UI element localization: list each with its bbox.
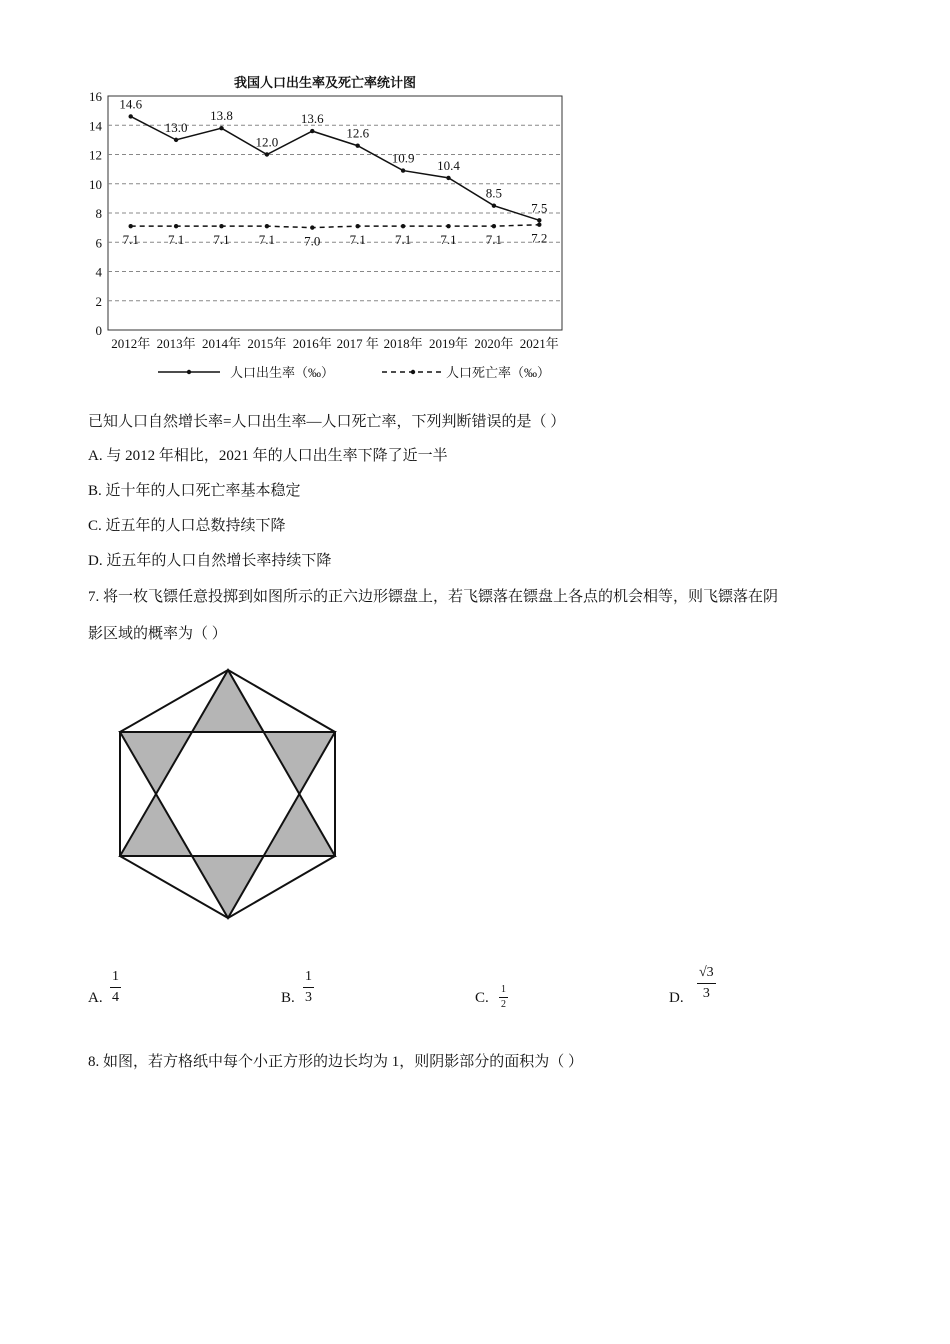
birth-rate-data-label: 13.6: [300, 111, 324, 127]
fraction-denominator: 3: [305, 990, 312, 1005]
x-tick-label: 2017 年: [336, 336, 379, 351]
q6-option-d: D. 近五年的人口自然增长率持续下降: [88, 553, 332, 569]
q6-option-b: B. 近十年的人口死亡率基本稳定: [88, 483, 301, 499]
birth-rate-data-label: 10.9: [391, 150, 415, 166]
x-tick-label: 2014年: [201, 336, 242, 351]
death-rate-line: [131, 225, 540, 228]
death-rate-point: [537, 223, 541, 227]
q6-option-a: A. 与 2012 年相比，2021 年的人口出生率下降了近一半: [88, 448, 448, 464]
birth-rate-point: [401, 168, 405, 172]
birth-rate-point: [174, 138, 178, 142]
legend-birth-label: 人口出生率（‰）: [230, 365, 335, 380]
birth-rate-data-label: 12.6: [346, 125, 370, 141]
q7-option-a-fraction: [110, 970, 121, 1005]
birth-rate-point: [310, 129, 314, 133]
x-tick-label: 2016年: [292, 336, 332, 351]
shaded-tip-lower-right: [265, 794, 335, 856]
q7-stem-line2: 影区域的概率为（ ）: [88, 626, 227, 642]
death-rate-data-label: 7.1: [349, 232, 366, 248]
q7-option-d-fraction: [697, 966, 716, 1001]
death-rate-data-label: 7.0: [304, 233, 321, 249]
death-rate-point: [446, 224, 450, 228]
legend-birth-marker: [187, 370, 191, 374]
fraction-bar: [303, 987, 314, 988]
birth-rate-point: [446, 176, 450, 180]
y-tick-label: 16: [89, 89, 102, 104]
y-tick-label: 8: [95, 206, 102, 221]
death-rate-data-label: 7.1: [440, 232, 457, 248]
birth-rate-point: [129, 114, 133, 118]
x-tick-label: 2020年: [474, 336, 514, 351]
x-tick-label: 2021年: [519, 336, 559, 351]
y-tick-label: 12: [89, 147, 102, 163]
birth-rate-point: [265, 152, 269, 156]
x-tick-label: 2015年: [247, 336, 287, 351]
y-tick-label: 14: [89, 118, 102, 134]
y-tick-label: 2: [95, 293, 102, 309]
x-tick-label: 2018年: [383, 336, 423, 351]
death-rate-data-label: 7.1: [485, 232, 503, 248]
birth-rate-data-label: 10.4: [437, 157, 460, 173]
fraction-numerator: √3: [699, 965, 714, 980]
birth-rate-point: [219, 126, 223, 130]
y-tick-label: 0: [95, 323, 102, 338]
q7-option-b-fraction: [303, 970, 314, 1005]
death-rate-data-label: 7.1: [122, 232, 139, 248]
y-tick-label: 6: [95, 235, 102, 251]
birth-rate-data-label: 12.0: [255, 134, 279, 150]
fraction-bar: [499, 997, 508, 998]
chart-title: 我国人口出生率及死亡率统计图: [234, 75, 417, 90]
fraction-numerator: 1: [501, 984, 506, 995]
x-tick-label: 2013年: [156, 336, 196, 351]
birth-rate-line: [131, 116, 540, 220]
q7-option-c-fraction: [499, 985, 508, 1010]
death-rate-data-label: 7.2: [531, 230, 548, 246]
x-tick-label: 2019年: [428, 336, 469, 351]
birth-rate-point: [492, 203, 496, 207]
fraction-numerator: 1: [305, 969, 312, 984]
death-rate-point: [356, 224, 360, 228]
fraction-denominator: 2: [501, 999, 506, 1010]
legend-death-label: 人口死亡率（‰）: [446, 365, 551, 380]
q7-option-a-label: A.: [88, 990, 103, 1006]
death-rate-data-label: 7.1: [394, 232, 412, 248]
fraction-bar: [110, 987, 121, 988]
death-rate-data-label: 7.1: [167, 232, 185, 248]
q7-option-d-label: D.: [669, 990, 684, 1006]
shaded-tip-lower-left: [120, 794, 191, 856]
legend-death-marker: [411, 370, 415, 374]
death-rate-point: [310, 225, 314, 229]
y-tick-label: 10: [89, 176, 102, 192]
birth-rate-data-label: 7.5: [531, 200, 548, 216]
q8-stem: 8. 如图，若方格纸中每个小正方形的边长均为 1，则阴影部分的面积为（ ）: [88, 1054, 584, 1070]
birth-rate-point: [356, 144, 360, 148]
x-tick-label: 2012年: [111, 336, 151, 351]
fraction-numerator: 1: [112, 969, 119, 984]
death-rate-data-label: 7.1: [213, 232, 230, 248]
death-rate-point: [219, 224, 223, 228]
q7-option-c-label: C.: [475, 990, 489, 1006]
birth-rate-data-label: 14.6: [119, 96, 143, 112]
line-chart: [80, 88, 610, 388]
death-rate-point: [129, 224, 133, 228]
q6-stem: 已知人口自然增长率=人口出生率—人口死亡率，下列判断错误的是（ ）: [88, 414, 566, 430]
death-rate-point: [492, 224, 496, 228]
q7-option-b-label: B.: [281, 990, 295, 1006]
birth-rate-data-label: 13.8: [210, 108, 233, 124]
birth-rate-point: [537, 218, 541, 222]
death-rate-point: [401, 224, 405, 228]
death-rate-data-label: 7.1: [258, 232, 276, 248]
death-rate-point: [174, 224, 178, 228]
shaded-tip-upper-right: [265, 732, 335, 794]
shaded-tip-upper-left: [120, 732, 191, 794]
y-tick-label: 4: [95, 264, 102, 280]
shaded-tip-top: [191, 670, 265, 732]
birth-rate-data-label: 8.5: [485, 185, 503, 201]
birth-rate-data-label: 13.0: [164, 119, 188, 135]
shaded-tip-bottom: [191, 856, 265, 918]
fraction-bar: [697, 983, 716, 984]
death-rate-point: [265, 224, 269, 228]
fraction-denominator: 3: [702, 986, 710, 1001]
fraction-denominator: 4: [112, 990, 119, 1005]
q6-option-c: C. 近五年的人口总数持续下降: [88, 518, 286, 534]
q7-stem-line1: 7. 将一枚飞镖任意投掷到如图所示的正六边形镖盘上，若飞镖落在镖盘上各点的机会相等，则飞镖落在阴: [88, 589, 779, 605]
hexagon-dartboard-figure: [112, 664, 344, 926]
